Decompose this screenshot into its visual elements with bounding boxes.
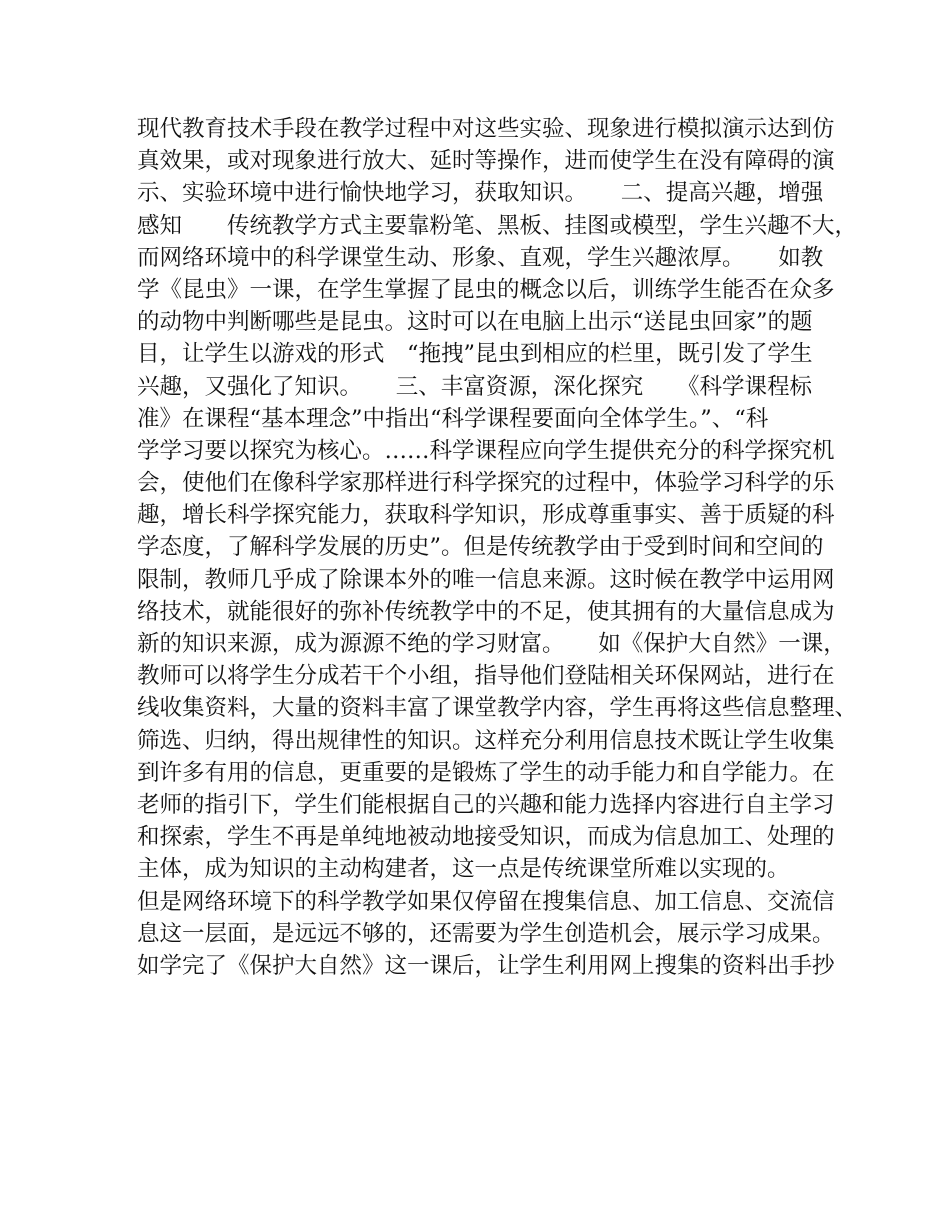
text-line: 目，让学生以游戏的形式 “拖拽”昆虫到相应的栏里，既引发了学生 — [137, 341, 813, 368]
text-line: 新的知识来源，成为源源不绝的学习财富。 如《保护大自然》一课， — [137, 631, 846, 657]
text-line: 学态度，了解科学发展的历史”。但是传统教学由于受到时间和空间的 — [137, 534, 824, 561]
text-line: 现代教育技术手段在教学过程中对这些实验、现象进行模拟演示达到仿 — [137, 116, 835, 142]
text-line: 老师的指引下，学生们能根据自己的兴趣和能力选择内容进行自主学习 — [137, 791, 835, 818]
text-line: 教师可以将学生分成若干个小组，指导他们登陆相关环保网站，进行在 — [137, 663, 835, 690]
text-line: 如学完了《保护大自然》这一课后，让学生利用网上搜集的资料出手抄 — [137, 952, 835, 979]
text-line: 主体，成为知识的主动构建者，这一点是传统课堂所难以实现的。 — [137, 856, 824, 883]
text-line: 学学习要以探究为核心。……科学课程应向学生提供充分的科学探究机 — [137, 437, 835, 464]
text-line: 感知 传统教学方式主要靠粉笔、黑板、挂图或模型，学生兴趣不大， — [137, 212, 858, 239]
text-line: 而网络环境中的科学课堂生动、形象、直观，学生兴趣浓厚。 如教 — [137, 244, 824, 271]
text-line: 趣，增长科学探究能力，获取科学知识，形成尊重事实、善于质疑的科 — [137, 502, 835, 529]
text-line: 到许多有用的信息，更重要的是锻炼了学生的动手能力和自学能力。在 — [137, 759, 835, 786]
text-line: 准》在课程“基本理念”中指出“科学课程要面向全体学生。”、“科 — [137, 405, 769, 432]
text-line: 的动物中判断哪些是昆虫。这时可以在电脑上出示“送昆虫回家”的题 — [137, 309, 813, 336]
text-line: 但是网络环境下的科学教学如果仅停留在搜集信息、加工信息、交流信 — [137, 888, 835, 915]
text-line: 线收集资料，大量的资料丰富了课堂教学内容，学生再将这些信息整理、 — [137, 695, 858, 722]
text-line: 示、实验环境中进行愉快地学习，获取知识。 二、提高兴趣，增强 — [137, 180, 824, 207]
text-line: 筛选、归纳，得出规律性的知识。这样充分利用信息技术既让学生收集 — [137, 727, 835, 754]
text-line: 会，使他们在像科学家那样进行科学探究的过程中，体验学习科学的乐 — [137, 470, 835, 497]
text-line: 真效果，或对现象进行放大、延时等操作，进而使学生在没有障碍的演 — [137, 148, 835, 175]
text-line: 限制，教师几乎成了除课本外的唯一信息来源。这时候在教学中运用网 — [137, 566, 835, 593]
text-line: 络技术，就能很好的弥补传统教学中的不足，使其拥有的大量信息成为 — [137, 598, 835, 625]
body-text — [137, 113, 858, 982]
text-line: 兴趣，又强化了知识。 三、丰富资源，深化探究 《科学课程标 — [137, 373, 813, 400]
text-line: 息这一层面，是远远不够的，还需要为学生创造机会，展示学习成果。 — [137, 920, 835, 947]
text-line: 和探索，学生不再是单纯地被动地接受知识，而成为信息加工、处理的 — [137, 824, 835, 851]
text-line: 学《昆虫》一课，在学生掌握了昆虫的概念以后，训练学生能否在众多 — [137, 276, 835, 303]
